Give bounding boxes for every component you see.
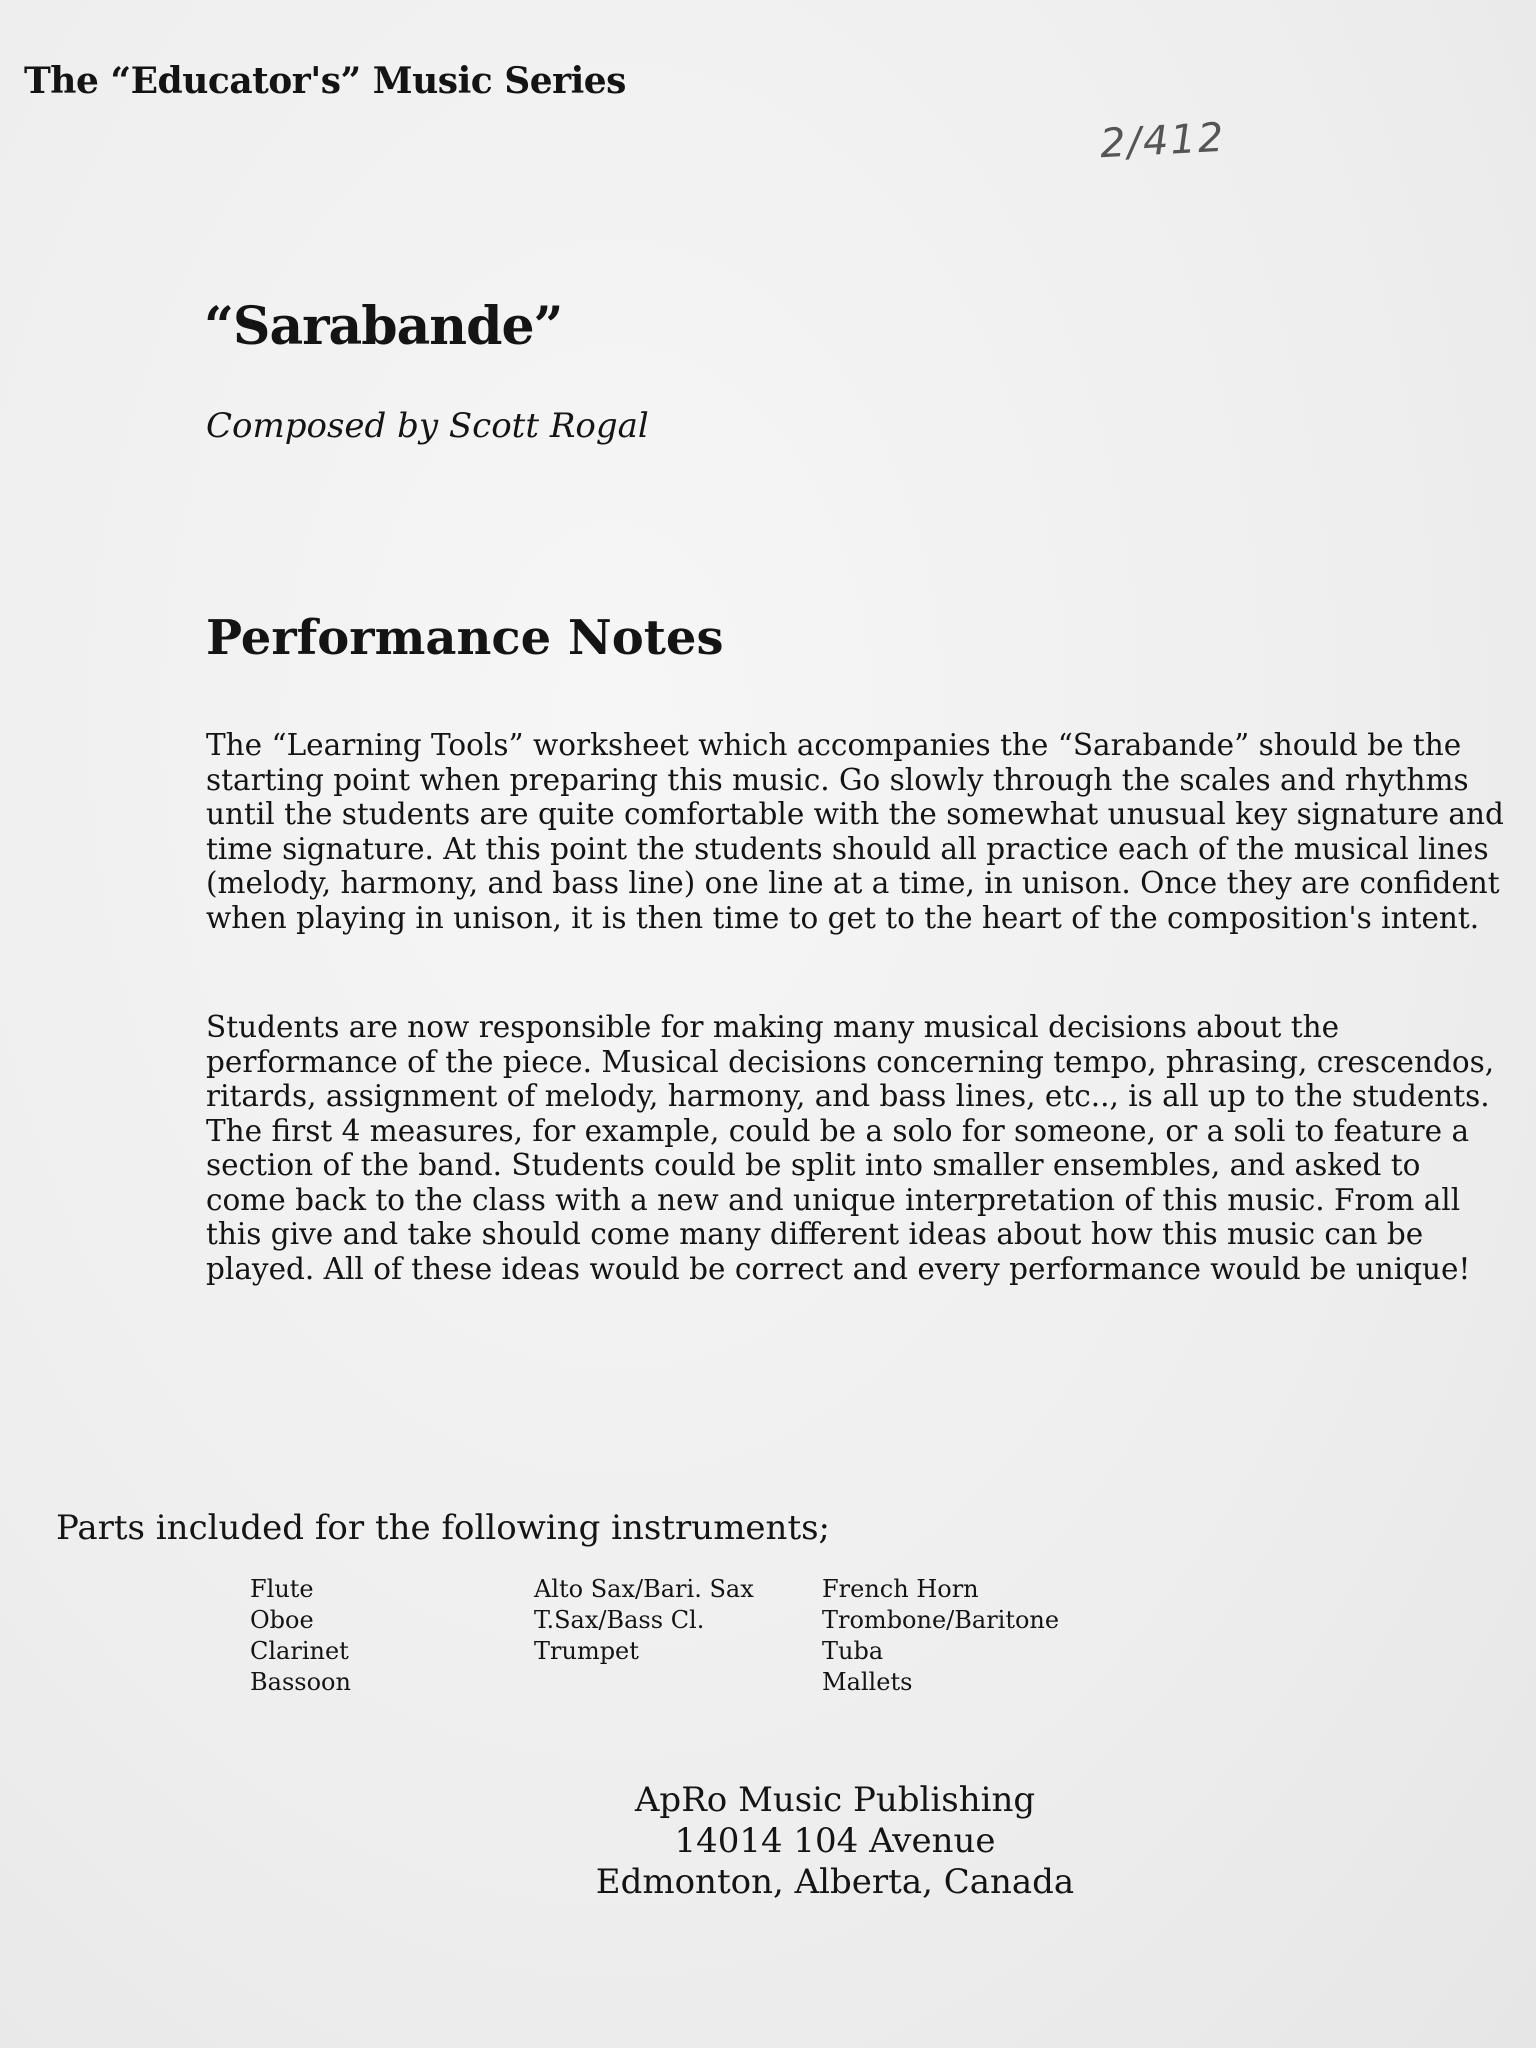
instrument-column-1 [250, 1574, 351, 1698]
instrument-item: Oboe [250, 1606, 314, 1634]
instrument-item: French Horn [822, 1575, 979, 1603]
performance-notes-heading: Performance Notes [206, 610, 724, 666]
instrument-column-2 [534, 1574, 754, 1667]
publisher-street: 14014 104 Avenue [674, 1821, 996, 1861]
performance-notes-paragraph-1: The “Learning Tools” worksheet which accompanies the “Sarabande” should be the starting point when preparing this music. Go slowly through the scales and rhythms until the students are quite comfortable with the somewhat unusual key signature and time signature. At this point the students should all practice each of the musical lines (melody, harmony, and bass line) one line at a time, in unison. Once they are confident when playing in unison, it is then time to get to the heart of the composition's intent. [206, 728, 1504, 935]
instrument-item: Trumpet [534, 1637, 639, 1665]
instrument-column-3 [822, 1574, 1059, 1698]
series-title: The “Educator's” Music Series [24, 60, 626, 102]
instrument-item: Tuba [822, 1637, 884, 1665]
instrument-item: Alto Sax/Bari. Sax [534, 1575, 754, 1603]
composer-credit: Composed by Scott Rogal [206, 406, 649, 446]
instrument-item: Trombone/Baritone [822, 1606, 1060, 1634]
instrument-item: Clarinet [250, 1637, 349, 1665]
instrument-item: T.Sax/Bass Cl. [534, 1606, 705, 1634]
instrument-item: Flute [250, 1575, 314, 1603]
parts-heading: Parts included for the following instruments; [56, 1508, 831, 1548]
publisher-name: ApRo Music Publishing [634, 1780, 1036, 1820]
instrument-item: Mallets [822, 1668, 913, 1696]
performance-notes-paragraph-2: Students are now responsible for making many musical decisions about the performance of the piece. Musical decisions concerning tempo, phrasing, crescendos, ritards, assignment of melody, harmony, and bass lines, etc.., is all up to the students. The first 4 measures, for example, could be a solo for someone, or a soli to feature a section of the band. Students could be split into smaller ensembles, and asked to come back to the class with a new and unique interpretation of this music. From all this give and take should come many different ideas about how this music can be played. All of these ideas would be correct and every performance would be unique! [206, 1010, 1495, 1286]
instrument-item: Bassoon [250, 1668, 351, 1696]
publisher-city: Edmonton, Alberta, Canada [595, 1862, 1075, 1902]
publisher-address [560, 1780, 1110, 1903]
piece-title: “Sarabande” [204, 296, 563, 357]
handwritten-note: 2/412 [1098, 114, 1227, 168]
